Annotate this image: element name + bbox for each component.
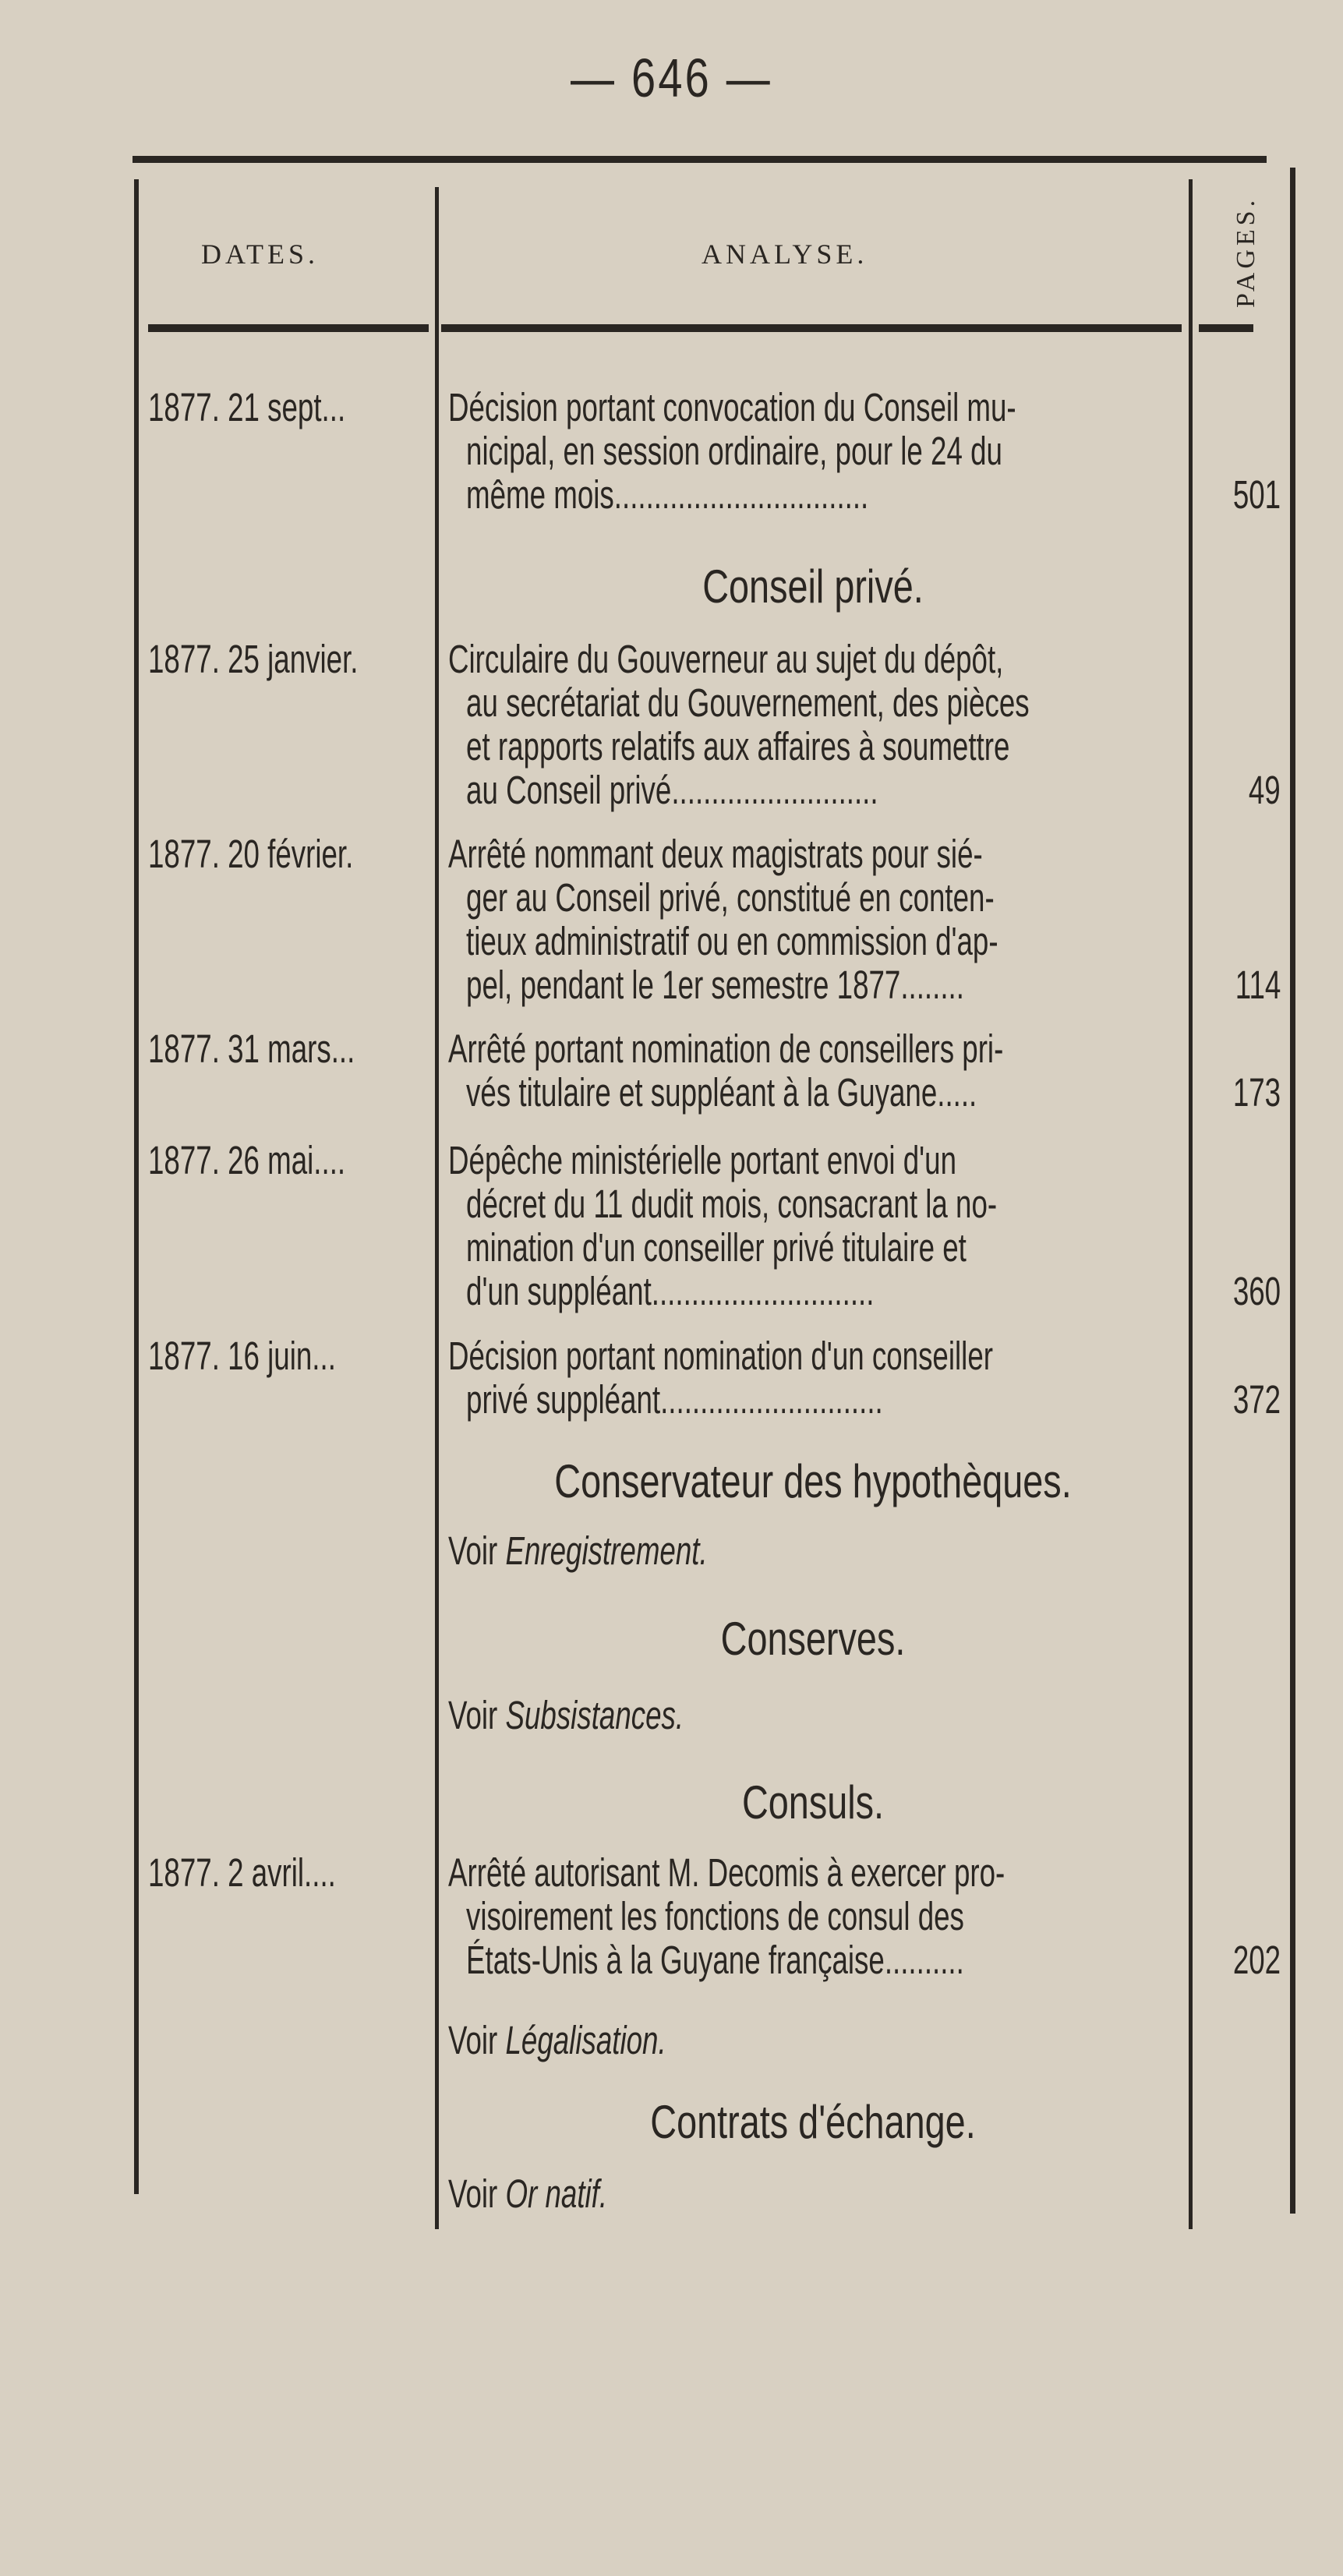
entry-date: 1877. 26 mai....	[148, 1138, 346, 1182]
header-rule-pages	[1199, 324, 1253, 332]
analysis-line: d'un suppléant............................	[466, 1269, 875, 1313]
analysis-line: États-Unis à la Guyane française..........	[466, 1938, 964, 1982]
analysis-line: au Conseil privé..........................	[466, 768, 878, 812]
header-rule-analyse	[441, 324, 1182, 332]
page-number: — 646 —	[571, 48, 772, 108]
entry-analysis	[448, 1139, 997, 1313]
entry-page: 360	[1232, 1269, 1281, 1313]
entry-analysis	[448, 386, 1016, 517]
entry-page: 501	[1232, 472, 1281, 517]
analysis-line: décret du 11 dudit mois, consacrant la no-	[466, 1182, 998, 1226]
analysis-line: et rapports relatifs aux affaires à soumettre	[466, 724, 1010, 769]
top-rule	[133, 156, 1267, 163]
column-header-dates: DATES.	[201, 239, 320, 270]
entry-date: 1877. 16 juin...	[148, 1334, 336, 1378]
entry-page: 372	[1232, 1377, 1281, 1422]
section-title: Contrats d'échange.	[650, 2096, 976, 2148]
entry-date: 1877. 25 janvier.	[148, 637, 359, 681]
entry-page: 202	[1232, 1938, 1281, 1982]
column-divider-pages	[1189, 179, 1193, 2229]
header-rule-dates	[148, 324, 429, 332]
analysis-line: Arrêté portant nomination de conseillers pri-	[448, 1027, 1004, 1071]
entry-analysis	[448, 1027, 1003, 1115]
analysis-line: mination d'un conseiller privé titulaire et	[466, 1225, 967, 1270]
analysis-line: au secrétariat du Gouvernement, des pièces	[466, 680, 1030, 725]
analysis-line: pel, pendant le 1er semestre 1877........	[466, 963, 964, 1007]
entry-analysis	[448, 832, 998, 1007]
analysis-line: nicipal, en session ordinaire, pour le 24 du	[466, 429, 1002, 473]
analysis-line: Décision portant convocation du Conseil mu-	[448, 385, 1016, 429]
entry-page: 49	[1249, 768, 1281, 812]
section-title: Conserves.	[720, 1613, 906, 1665]
left-border	[134, 179, 139, 2194]
see-reference: Voir Subsistances.	[448, 1693, 684, 1737]
entry-analysis	[448, 638, 1030, 812]
see-reference: Voir Légalisation.	[448, 2018, 666, 2062]
entry-analysis	[448, 1334, 993, 1422]
section-title: Conseil privé.	[702, 560, 924, 613]
analysis-line: privé suppléant............................	[466, 1377, 883, 1422]
see-reference: Voir Enregistrement.	[448, 1528, 708, 1573]
column-header-analyse: ANALYSE.	[702, 239, 868, 270]
entry-date: 1877. 2 avril....	[148, 1850, 336, 1895]
analysis-line: Arrêté autorisant M. Decomis à exercer pro-	[448, 1850, 1005, 1895]
see-reference: Voir Or natif.	[448, 2171, 608, 2216]
entry-page: 173	[1232, 1070, 1281, 1115]
analysis-line: même mois................................	[466, 472, 869, 517]
analysis-line: visoirement les fonctions de consul des	[466, 1894, 964, 1938]
entry-date: 1877. 31 mars...	[148, 1027, 355, 1071]
analysis-line: Décision portant nomination d'un conseiller	[448, 1334, 993, 1378]
analysis-line: vés titulaire et suppléant à la Guyane.....	[466, 1070, 977, 1115]
analysis-line: Arrêté nommant deux magistrats pour sié-	[448, 832, 983, 876]
entry-date: 1877. 20 février.	[148, 832, 354, 876]
section-title: Conservateur des hypothèques.	[554, 1455, 1072, 1507]
analysis-line: Circulaire du Gouverneur au sujet du dépôt,	[448, 637, 1004, 681]
analysis-line: Dépêche ministérielle portant envoi d'un	[448, 1138, 957, 1182]
analysis-line: tieux administratif ou en commission d'ap-	[466, 919, 998, 963]
entry-page: 114	[1235, 963, 1281, 1007]
entry-date: 1877. 21 sept...	[148, 385, 346, 429]
right-border	[1290, 168, 1295, 2214]
section-title: Consuls.	[741, 1776, 885, 1829]
column-divider-dates	[435, 187, 439, 2229]
column-header-pages: PAGES.	[1232, 196, 1260, 308]
entry-analysis	[448, 1851, 1005, 1982]
analysis-line: ger au Conseil privé, constitué en conten-	[466, 875, 995, 920]
